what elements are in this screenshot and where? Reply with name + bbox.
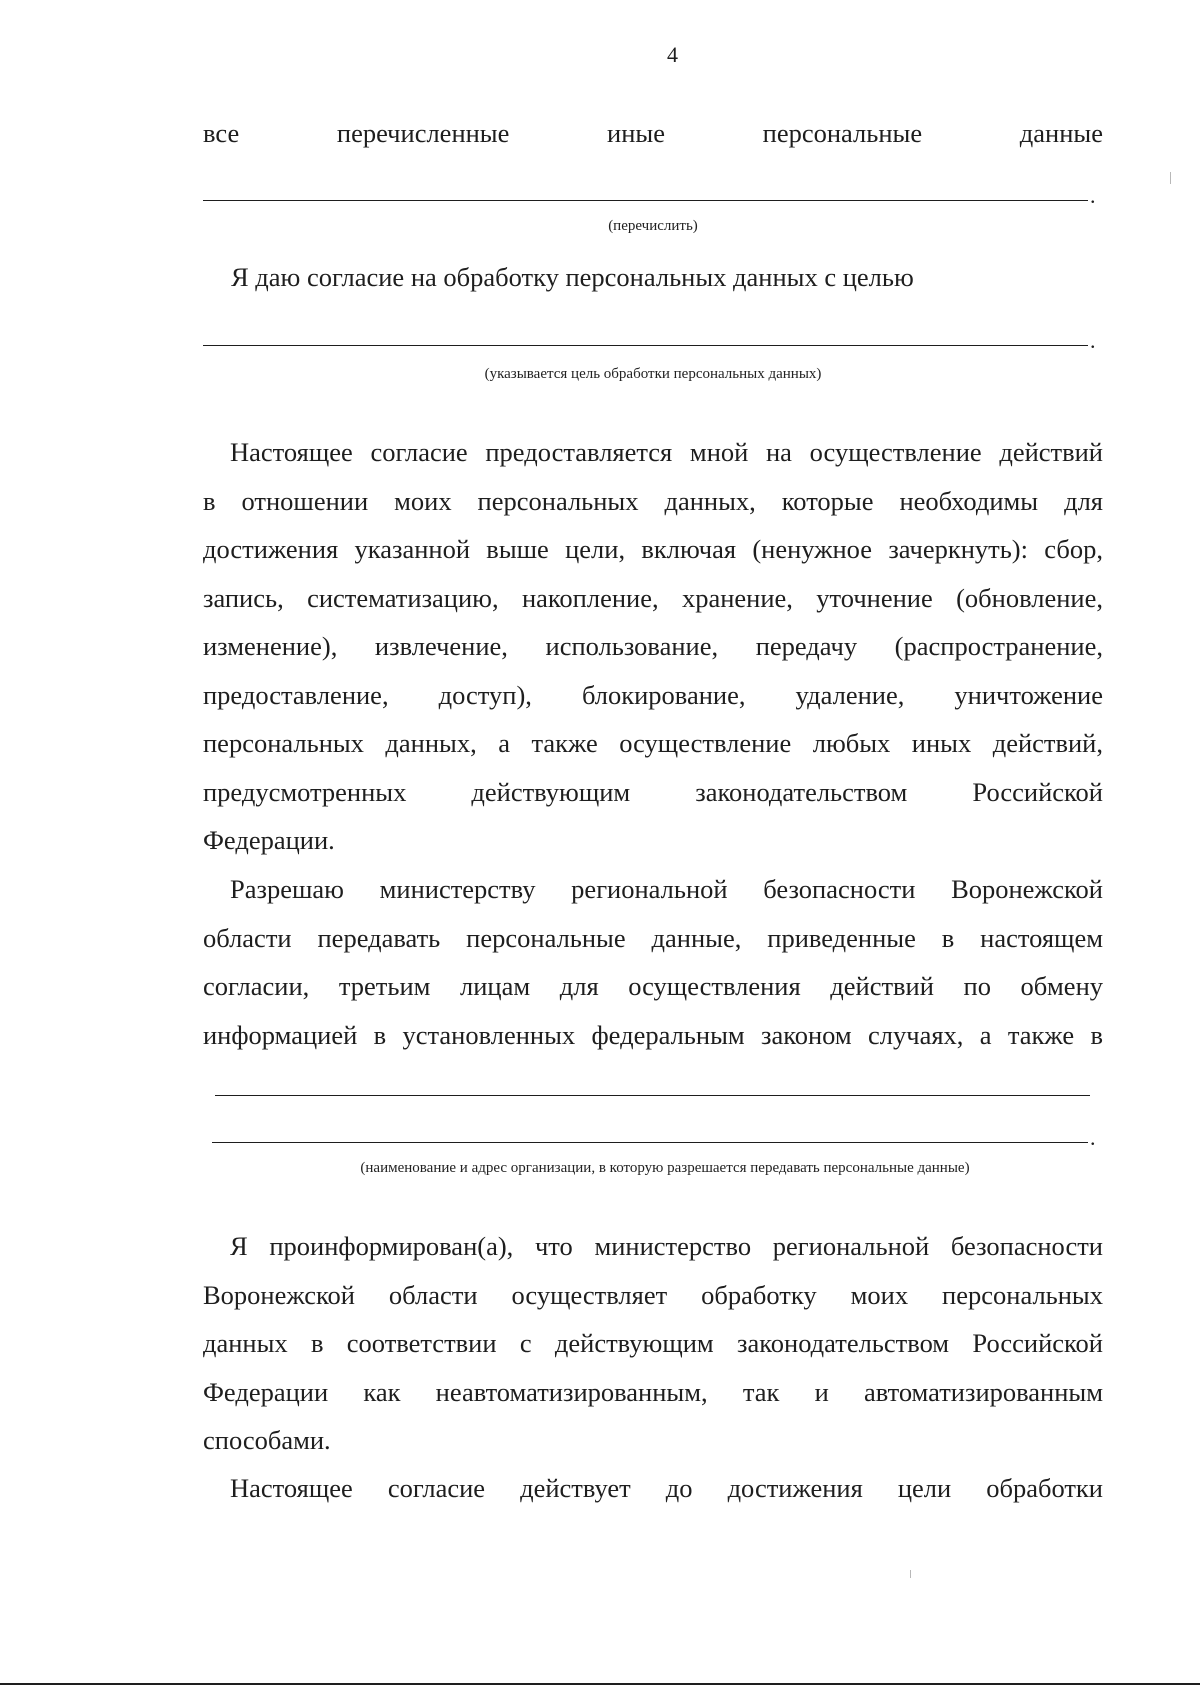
- paragraph-transfer-permission: [203, 865, 1103, 1059]
- paragraph-line: изменение), извлечение, использование, передачу (распространение,: [203, 631, 1103, 661]
- fill-in-line-dot: .: [1090, 1125, 1096, 1150]
- paragraph-line: Федерации.: [203, 825, 335, 855]
- paragraph-line: предусмотренных действующим законодательством Российской: [203, 776, 1103, 807]
- fill-in-line-purpose[interactable]: [203, 345, 1088, 346]
- paragraph-consent-actions: [203, 428, 1103, 865]
- paragraph-line: Воронежской области осуществляет обработку моих персональных: [203, 1279, 1103, 1310]
- fill-in-line-list[interactable]: [203, 200, 1088, 201]
- paragraph-line: Разрешаю министерству региональной безопасности Воронежской: [230, 874, 1103, 904]
- list-word: перечисленные: [336, 118, 510, 148]
- list-word: персональные: [762, 118, 923, 148]
- fill-in-line-organization-2[interactable]: [212, 1142, 1088, 1143]
- caption-organization: (наименование и адрес организации, в которую разрешается передавать персональные данные): [360, 1160, 970, 1176]
- paragraph-line: персональных данных, а также осуществление любых иных действий,: [203, 728, 1103, 758]
- fill-in-line-dot: .: [1090, 328, 1096, 353]
- list-word: данные: [1019, 118, 1103, 148]
- paragraph-line: информацией в установленных федеральным законом случаях, а также в: [203, 1019, 1103, 1050]
- scan-mark: [910, 1570, 911, 1578]
- purpose-text: Я даю согласие на обработку персональных данных с целью: [231, 262, 914, 292]
- paragraph-line: Федерации как неавтоматизированным, так и автоматизированным: [203, 1376, 1103, 1407]
- paragraph-validity: [203, 1464, 1103, 1513]
- paragraph-informed: [203, 1222, 1103, 1465]
- paragraph-line: в отношении моих персональных данных, которые необходимы для: [203, 485, 1103, 516]
- paragraph-line: способами.: [203, 1425, 331, 1455]
- page-number: 4: [667, 42, 678, 67]
- paragraph-line: Настоящее согласие действует до достижения цели обработки: [230, 1473, 1103, 1503]
- paragraph-line: запись, систематизацию, накопление, хранение, уточнение (обновление,: [203, 582, 1103, 613]
- page-bottom-edge: [0, 1683, 1200, 1685]
- paragraph-line: Настоящее согласие предоставляется мной на осуществление действий: [230, 437, 1103, 467]
- purpose-line: [203, 262, 1103, 293]
- fill-in-line-organization[interactable]: [215, 1095, 1090, 1096]
- caption-purpose: (указывается цель обработки персональных данных): [484, 366, 822, 382]
- paragraph-line: согласии, третьим лицам для осуществления действий по обмену: [203, 971, 1103, 1001]
- list-word: иные: [607, 118, 665, 148]
- fill-in-line-dot: .: [1090, 183, 1096, 208]
- list-line: [203, 118, 1103, 149]
- caption-list: (перечислить): [608, 218, 698, 234]
- list-word: все: [203, 118, 240, 148]
- scan-mark: [1170, 172, 1171, 184]
- paragraph-line: достижения указанной выше цели, включая (ненужное зачеркнуть): сбор,: [203, 534, 1103, 564]
- paragraph-line: области передавать персональные данные, приведенные в настоящем: [203, 922, 1103, 953]
- paragraph-line: предоставление, доступ), блокирование, удаление, уничтожение: [203, 679, 1103, 710]
- paragraph-line: данных в соответствии с действующим законодательством Российской: [203, 1328, 1103, 1358]
- paragraph-line: Я проинформирован(а), что министерство региональной безопасности: [230, 1231, 1103, 1261]
